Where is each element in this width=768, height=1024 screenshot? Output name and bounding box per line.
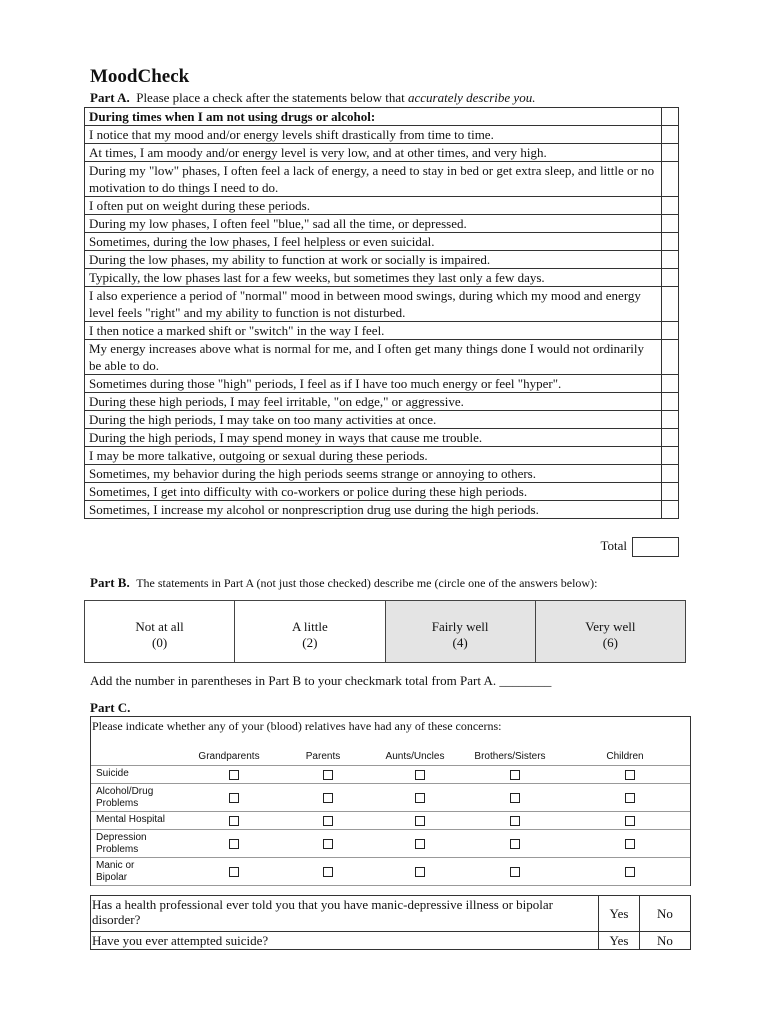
no-option[interactable]: No [640, 896, 691, 932]
row-divider [91, 783, 690, 784]
statement-row [85, 340, 679, 375]
option-label: Fairly well [431, 619, 489, 634]
checkbox[interactable] [625, 770, 635, 780]
statement-text: Sometimes during those "high" periods, I feel as if I have too much energy or feel "hyper". [85, 375, 662, 393]
checkbox-cell[interactable] [662, 465, 679, 483]
statement-text: During the high periods, I may take on too many activities at once. [85, 411, 662, 429]
option-label: Not at all [135, 619, 184, 634]
option-value: (0) [152, 635, 168, 650]
checkbox[interactable] [510, 867, 520, 877]
concern-label-line: Alcohol/Drug [96, 786, 154, 797]
checkbox[interactable] [323, 839, 333, 849]
statement-text: My energy increases above what is normal for me, and I often get many things done I would not ordinarily be able to do. [85, 340, 662, 375]
checkbox[interactable] [510, 793, 520, 803]
column-header-brothers-sisters: Brothers/Sisters [474, 751, 546, 762]
statement-row [85, 429, 679, 447]
question-suicide-attempt: Have you ever attempted suicide? [91, 932, 599, 950]
statement-row [85, 287, 679, 322]
checkbox-cell[interactable] [662, 162, 679, 197]
statement-text: During the low phases, my ability to function at work or socially is impaired. [85, 251, 662, 269]
checkbox-cell[interactable] [662, 411, 679, 429]
statement-row [85, 144, 679, 162]
statement-text: I often put on weight during these periods. [85, 197, 662, 215]
part-a-table [84, 107, 679, 519]
concern-label-line: Manic or [96, 860, 135, 871]
checkbox-cell[interactable] [662, 483, 679, 501]
yes-option[interactable]: Yes [599, 932, 640, 950]
concern-label-line: Problems [96, 798, 139, 809]
concern-row-label [96, 786, 153, 810]
concern-label-line: Bipolar [96, 872, 128, 883]
checkbox[interactable] [510, 816, 520, 826]
statement-row [85, 215, 679, 233]
total-row [84, 537, 679, 556]
option-label: A little [292, 619, 328, 634]
total-input-box[interactable] [632, 537, 679, 557]
concern-row-label [96, 832, 147, 856]
statement-text: Sometimes, I get into difficulty with co-workers or police during these high periods. [85, 483, 662, 501]
checkbox[interactable] [625, 793, 635, 803]
part-a-instruction: Please place a check after the statements below that [136, 90, 405, 105]
statement-text: During these high periods, I may feel irritable, "on edge," or aggressive. [85, 393, 662, 411]
option-value: (2) [302, 635, 318, 650]
option-label: Very well [585, 619, 636, 634]
statement-row [85, 411, 679, 429]
part-b-intro [90, 575, 597, 591]
statement-text: Sometimes, my behavior during the high periods seems strange or annoying to others. [85, 465, 662, 483]
concern-row-label [96, 814, 165, 826]
row-divider [91, 857, 690, 858]
checkbox[interactable] [323, 770, 333, 780]
option-not-at-all[interactable] [85, 601, 235, 663]
part-c-question: Please indicate whether any of your (blood) relatives have had any of these concerns: [92, 719, 502, 733]
statement-row [85, 251, 679, 269]
checkbox[interactable] [323, 793, 333, 803]
checkbox[interactable] [625, 867, 635, 877]
checkbox-cell[interactable] [662, 251, 679, 269]
concern-label-line: Problems [96, 844, 139, 855]
checkbox[interactable] [625, 839, 635, 849]
part-c-label: Part C. [90, 700, 131, 715]
statement-row [85, 465, 679, 483]
column-header-parents: Parents [305, 751, 341, 762]
checkbox[interactable] [415, 839, 425, 849]
statement-row [85, 197, 679, 215]
option-value: (4) [452, 635, 468, 650]
add-instruction: Add the number in parentheses in Part B to your checkmark total from Part A. ________ [90, 673, 552, 688]
statement-text: Sometimes, I increase my alcohol or nonprescription drug use during the high periods. [85, 501, 662, 519]
statement-row [85, 233, 679, 251]
part-b-instruction: The statements in Part A (not just those checked) describe me (circle one of the answers below): [136, 576, 598, 590]
checkbox-cell[interactable] [662, 447, 679, 465]
column-header-aunts-uncles: Aunts/Uncles [385, 751, 445, 762]
statement-text: I may be more talkative, outgoing or sexual during these periods. [85, 447, 662, 465]
checkbox-cell[interactable] [662, 322, 679, 340]
statement-row [85, 375, 679, 393]
checkbox-cell[interactable] [662, 108, 679, 126]
checkbox[interactable] [415, 793, 425, 803]
no-option[interactable]: No [640, 932, 691, 950]
statement-row [85, 447, 679, 465]
concern-label-line: Suicide [96, 768, 129, 779]
statement-text: During my "low" phases, I often feel a lack of energy, a need to stay in bed or get extra sleep, and little or no motivation to do things I need to do. [85, 162, 662, 197]
checkbox[interactable] [415, 816, 425, 826]
checkbox[interactable] [510, 770, 520, 780]
checkbox[interactable] [229, 816, 239, 826]
part-a-header: During times when I am not using drugs or alcohol: [85, 108, 662, 126]
part-c-questions-table [90, 895, 691, 950]
statement-row [85, 483, 679, 501]
checkbox-cell[interactable] [662, 287, 679, 322]
option-very-well[interactable] [535, 601, 685, 663]
option-fairly-well[interactable] [385, 601, 535, 663]
checkbox[interactable] [323, 816, 333, 826]
checkbox-cell[interactable] [662, 215, 679, 233]
option-a-little[interactable] [235, 601, 385, 663]
checkbox-cell[interactable] [662, 393, 679, 411]
row-divider [91, 885, 690, 886]
statement-text: During my low phases, I often feel "blue," sad all the time, or depressed. [85, 215, 662, 233]
checkbox-cell[interactable] [662, 269, 679, 287]
checkbox[interactable] [510, 839, 520, 849]
statement-text: Typically, the low phases last for a few weeks, but sometimes they last only a few days. [85, 269, 662, 287]
checkbox-cell[interactable] [662, 197, 679, 215]
checkbox[interactable] [415, 770, 425, 780]
checkbox[interactable] [625, 816, 635, 826]
part-a-label: Part A. [90, 90, 130, 105]
part-c-family-table [90, 716, 691, 886]
statement-row [85, 162, 679, 197]
checkbox-cell[interactable] [662, 501, 679, 519]
checkbox-cell[interactable] [662, 340, 679, 375]
checkbox[interactable] [229, 770, 239, 780]
column-header-children: Children [606, 751, 644, 762]
checkbox[interactable] [229, 793, 239, 803]
statement-text: I also experience a period of "normal" mood in between mood swings, during which my mood and energy level feels "right" and my ability to function is not disturbed. [85, 287, 662, 322]
option-value: (6) [602, 635, 618, 650]
column-header-grandparents: Grandparents [198, 751, 260, 762]
row-divider [91, 829, 690, 830]
part-a-intro [90, 90, 535, 106]
checkbox-cell[interactable] [662, 375, 679, 393]
checkbox[interactable] [229, 867, 239, 877]
part-b-options-table [84, 600, 686, 663]
checkbox-cell[interactable] [662, 429, 679, 447]
statement-row [85, 393, 679, 411]
statement-text: I then notice a marked shift or "switch" in the way I feel. [85, 322, 662, 340]
statement-text: At times, I am moody and/or energy level is very low, and at other times, and very high. [85, 144, 662, 162]
part-a-instruction-italic: accurately describe you. [408, 90, 536, 105]
yes-option[interactable]: Yes [599, 896, 640, 932]
checkbox[interactable] [323, 867, 333, 877]
page-title: MoodCheck [90, 66, 190, 87]
statement-text: Sometimes, during the low phases, I feel helpless or even suicidal. [85, 233, 662, 251]
row-divider [91, 765, 690, 766]
statement-row [85, 269, 679, 287]
concern-label-line: Depression [96, 832, 147, 843]
question-diagnosis: Has a health professional ever told you that you have manic-depressive illness or bipolar disorder? [91, 896, 599, 932]
checkbox[interactable] [415, 867, 425, 877]
checkbox-cell[interactable] [662, 126, 679, 144]
concern-row-label [96, 768, 129, 780]
checkbox-cell[interactable] [662, 233, 679, 251]
total-label: Total [600, 538, 627, 553]
checkbox-cell[interactable] [662, 144, 679, 162]
concern-label-line: Mental Hospital [96, 814, 165, 825]
part-b-label: Part B. [90, 575, 130, 590]
concern-row-label [96, 860, 134, 884]
checkbox[interactable] [229, 839, 239, 849]
statement-row [85, 501, 679, 519]
row-divider [91, 811, 690, 812]
statement-row [85, 126, 679, 144]
statement-row [85, 322, 679, 340]
statement-text: During the high periods, I may spend money in ways that cause me trouble. [85, 429, 662, 447]
statement-text: I notice that my mood and/or energy levels shift drastically from time to time. [85, 126, 662, 144]
